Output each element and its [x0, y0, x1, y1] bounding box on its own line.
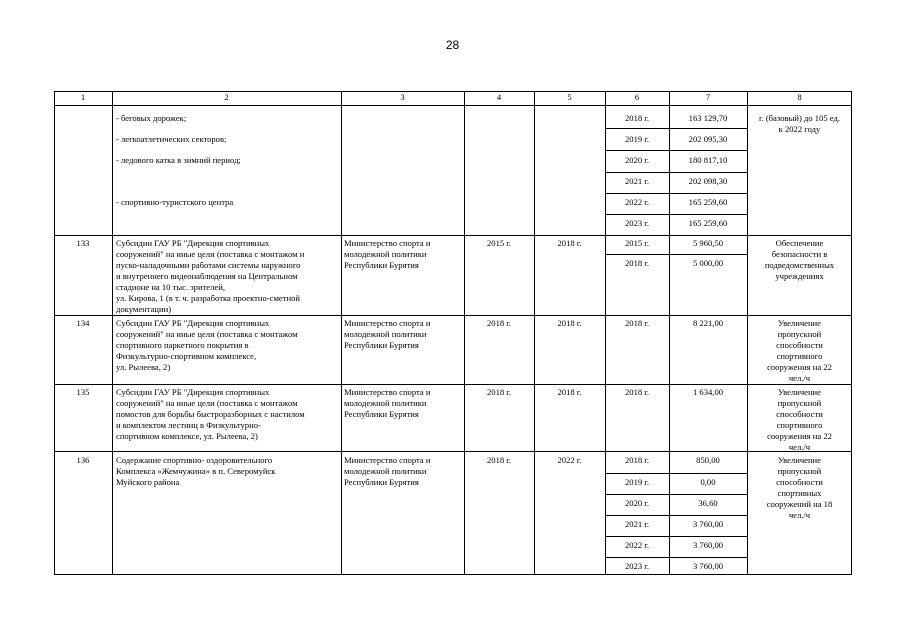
row-desc-line: сооружений" на иные цели (поставка с монтажом и: [116, 249, 305, 259]
row-org-line: Министерство спорта и: [344, 238, 431, 248]
row-desc-line: ул. Рылеева, 2): [116, 362, 171, 372]
header-col-8: 8: [797, 92, 802, 102]
row-number: 134: [76, 318, 90, 328]
row-amount: 5 960,50: [692, 238, 724, 248]
prev-amount: 202 098,30: [688, 176, 728, 186]
row-org-line: молодежной политики: [344, 398, 427, 408]
header-col-2: 2: [224, 92, 229, 102]
row-year: 2018 г.: [624, 258, 650, 268]
prev-amount: 165 259,60: [688, 218, 728, 228]
row-amount: 8 221,00: [692, 318, 724, 328]
row-amount: 3 760,00: [692, 561, 724, 571]
row-result-line: спортивного: [776, 420, 823, 430]
row-year: 2020 г.: [624, 498, 650, 508]
row-result-line: пропускной: [777, 329, 822, 339]
row-end-year: 2018 г.: [557, 238, 582, 248]
row-result-line: пропускной: [777, 466, 822, 476]
row-year: 2018 г.: [624, 318, 650, 328]
row-amount: 5 000,00: [692, 258, 724, 268]
header-col-1: 1: [80, 92, 86, 102]
row-desc-line: помостов для борьбы быстроразборных с настилом: [116, 409, 305, 419]
row-result-line: чел./ч: [788, 510, 811, 520]
row-result-line: пропускной: [777, 398, 822, 408]
row-desc-line: Комплекса «Жемчужина» в п. Северомуйск: [116, 466, 276, 476]
row-result-line: подведомственных: [764, 260, 835, 270]
row-desc-line: документации): [116, 304, 172, 314]
row-result-line: спортивного: [776, 351, 823, 361]
row-result-line: сооружений на 18: [766, 499, 833, 509]
header-col-4: 4: [496, 92, 502, 102]
prev-amount: 163 129,70: [688, 113, 728, 123]
row-start-year: 2018 г.: [486, 387, 512, 397]
prev-amount: 180 817,10: [688, 155, 728, 165]
row-desc-line: спортивного паркетного покрытия в: [116, 340, 249, 350]
row-result-line: чел./ч: [788, 442, 811, 452]
prev-year: 2020 г.: [624, 155, 650, 165]
row-year: 2018 г.: [624, 455, 650, 465]
row-result-line: безопасности в: [771, 249, 828, 259]
row-desc-line: ул. Кирова, 1 (в т. ч. разработка проектно-сметной: [116, 293, 300, 303]
row-desc-line: Субсидии ГАУ РБ "Дирекция спортивных: [116, 387, 270, 397]
prev-year: 2022 г.: [624, 197, 650, 207]
row-result-line: Увеличение: [778, 387, 821, 397]
data-table: [54, 91, 852, 575]
header-col-7: 7: [705, 92, 711, 102]
row-start-year: 2015 г.: [486, 238, 512, 248]
page-number: 28: [445, 38, 460, 52]
row-number: 136: [76, 455, 90, 465]
prev-year: 2021 г.: [624, 176, 650, 186]
prev-desc-line: - ледового катка в зимний период;: [116, 155, 241, 165]
row-org-line: молодежной политики: [344, 329, 427, 339]
row-org-line: Республики Бурятия: [344, 477, 419, 487]
row-year: 2015 г.: [624, 238, 650, 248]
row-desc-line: и комплектом лестниц в Физкультурно-: [116, 420, 261, 430]
row-amount: 3 760,00: [692, 540, 724, 550]
row-amount: 850,00: [696, 455, 720, 465]
prev-desc-line: - легкоатлетических секторов;: [116, 134, 227, 144]
row-number: 133: [76, 238, 90, 248]
row-desc-line: Муйского района: [116, 477, 180, 487]
row-result-line: сооружения на 22: [767, 362, 832, 372]
row-org-line: Министерство спорта и: [344, 318, 431, 328]
row-desc-line: Содержание спортивно- оздоровительного: [116, 455, 273, 465]
row-year: 2019 г.: [624, 477, 650, 487]
prev-year: 2023 г.: [624, 218, 650, 228]
row-year: 2021 г.: [624, 519, 650, 529]
row-end-year: 2018 г.: [557, 387, 582, 397]
prev-amount: 202 095,30: [688, 134, 728, 144]
row-org-line: Министерство спорта и: [344, 455, 431, 465]
row-org-line: Республики Бурятия: [344, 260, 419, 270]
row-desc-line: спортивном комплексе, ул. Рылеева, 2): [116, 431, 258, 441]
row-result-line: Увеличение: [778, 318, 821, 328]
row-result-line: спортивных: [777, 488, 822, 498]
row-year: 2022 г.: [624, 540, 650, 550]
row-org-line: молодежной политики: [344, 466, 427, 476]
row-amount: 0,00: [700, 477, 716, 487]
prev-result-line: к 2022 году: [778, 124, 821, 134]
prev-desc-line: - беговых дорожек;: [116, 113, 187, 123]
row-org-line: Республики Бурятия: [344, 340, 419, 350]
prev-year: 2019 г.: [624, 134, 650, 144]
row-result-line: способности: [776, 409, 823, 419]
row-result-line: чел./ч: [788, 373, 811, 383]
row-result-line: сооружения на 22: [767, 431, 832, 441]
prev-desc-line: - спортивно-туристского центра: [116, 197, 234, 207]
row-amount: 36,60: [698, 498, 718, 508]
prev-amount: 165 259,60: [688, 197, 728, 207]
row-year: 2018 г.: [624, 387, 650, 397]
row-start-year: 2018 г.: [486, 455, 512, 465]
row-desc-line: сооружений" на иные цели (поставка с монтажом: [116, 329, 298, 339]
row-number: 135: [76, 387, 90, 397]
row-desc-line: Физкультурно-спортивном комплексе,: [116, 351, 257, 361]
row-result-line: Обеспечение: [775, 238, 824, 248]
row-desc-line: сооружений" на иные цели (поставка с монтажом: [116, 398, 298, 408]
row-result-line: учреждениях: [775, 271, 824, 281]
header-col-3: 3: [400, 92, 405, 102]
row-start-year: 2018 г.: [486, 318, 512, 328]
prev-year: 2018 г.: [624, 113, 650, 123]
row-desc-line: Субсидии ГАУ РБ "Дирекция спортивных: [116, 238, 270, 248]
row-desc-line: пуско-наладочными работами системы наружного: [116, 260, 301, 270]
prev-result-line: г. (базовый) до 105 ед.: [758, 113, 841, 123]
row-desc-line: и внутреннего видеонаблюдения на Центральном: [116, 271, 298, 281]
row-result-line: способности: [776, 477, 823, 487]
header-col-5: 5: [567, 92, 572, 102]
row-desc-line: стадионе на 10 тыс. зрителей,: [116, 282, 225, 292]
row-end-year: 2022 г.: [557, 455, 582, 465]
row-amount: 1 634,00: [692, 387, 724, 397]
row-year: 2023 г.: [624, 561, 650, 571]
row-end-year: 2018 г.: [557, 318, 582, 328]
row-org-line: Республики Бурятия: [344, 409, 419, 419]
row-result-line: Увеличение: [778, 455, 821, 465]
row-result-line: способности: [776, 340, 823, 350]
row-desc-line: Субсидии ГАУ РБ "Дирекция спортивных: [116, 318, 270, 328]
header-col-6: 6: [634, 92, 640, 102]
row-org-line: Министерство спорта и: [344, 387, 431, 397]
row-org-line: молодежной политики: [344, 249, 427, 259]
row-amount: 3 760,00: [692, 519, 724, 529]
